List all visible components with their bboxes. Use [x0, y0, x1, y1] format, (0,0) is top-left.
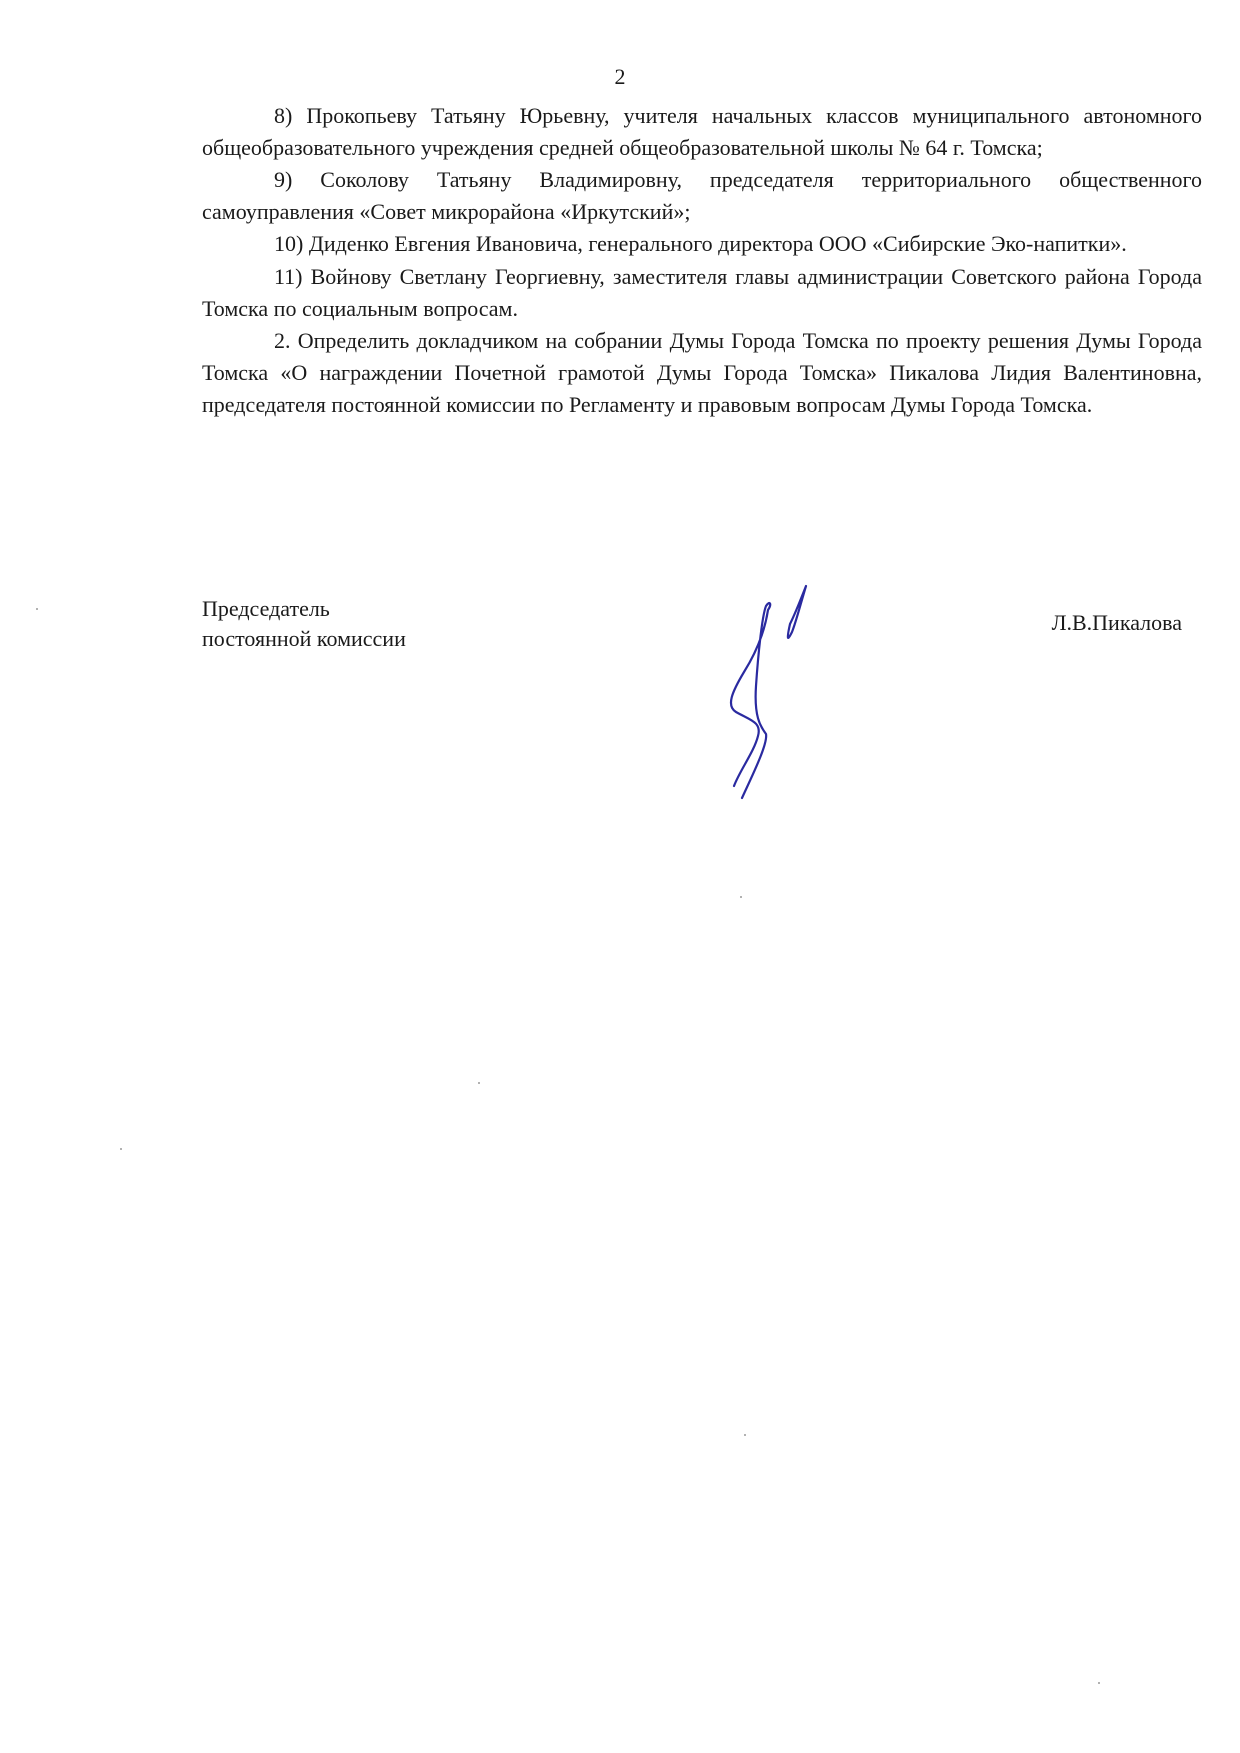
signatory-name: Л.В.Пикалова: [1051, 610, 1182, 635]
signatory-title-line1: Председатель: [202, 596, 330, 621]
item-text: Диденко Евгения Ивановича, генерального директора ООО «Сибирские Эко-напитки».: [308, 231, 1127, 257]
item-text: Войнову Светлану Георгиевну, заместителя главы администрации Советского района Города Томска по социальным вопросам.: [202, 263, 1203, 321]
document-body: [202, 100, 1202, 421]
scan-speck: [1098, 1682, 1100, 1684]
item-number: 2.: [274, 327, 291, 353]
handwritten-signature: [710, 576, 830, 800]
scan-speck: [36, 608, 38, 610]
list-item: [202, 164, 1202, 228]
scan-speck: [478, 1082, 480, 1084]
signature-block: [202, 594, 1182, 814]
item-text: Прокопьеву Татьяну Юрьевну, учителя начальных классов муниципального автономного общеобразовательного учреждения средней общеобразовательной школы № 64 г. Томска;: [202, 103, 1202, 160]
scan-speck: [740, 896, 742, 898]
resolution-paragraph: [202, 325, 1202, 421]
signatory-title: [202, 594, 406, 654]
item-number: 8): [274, 103, 293, 128]
list-item: [202, 100, 1202, 164]
signatory-title-line2: постоянной комиссии: [202, 626, 406, 651]
scan-speck: [744, 1434, 746, 1436]
item-number: 11): [274, 263, 303, 289]
item-number: 9): [274, 167, 293, 193]
list-item: [202, 261, 1202, 325]
item-text: Соколову Татьяну Владимировну, председателя территориального общественного самоуправления «Совет микрорайона «Иркутский»;: [202, 167, 1203, 225]
page-number: 2: [614, 64, 626, 89]
list-item: [202, 228, 1202, 260]
scan-speck: [120, 1148, 122, 1150]
item-number: 10): [274, 231, 304, 257]
item-text: Определить докладчиком на собрании Думы Города Томска по проекту решения Думы Города Томска «О награждении Почетной грамотой Думы Города Томска» Пикалова Лидия Валентиновна, председателя постоянной комиссии по Регламенту и правовым вопросам Думы Города Томска.: [202, 327, 1203, 417]
